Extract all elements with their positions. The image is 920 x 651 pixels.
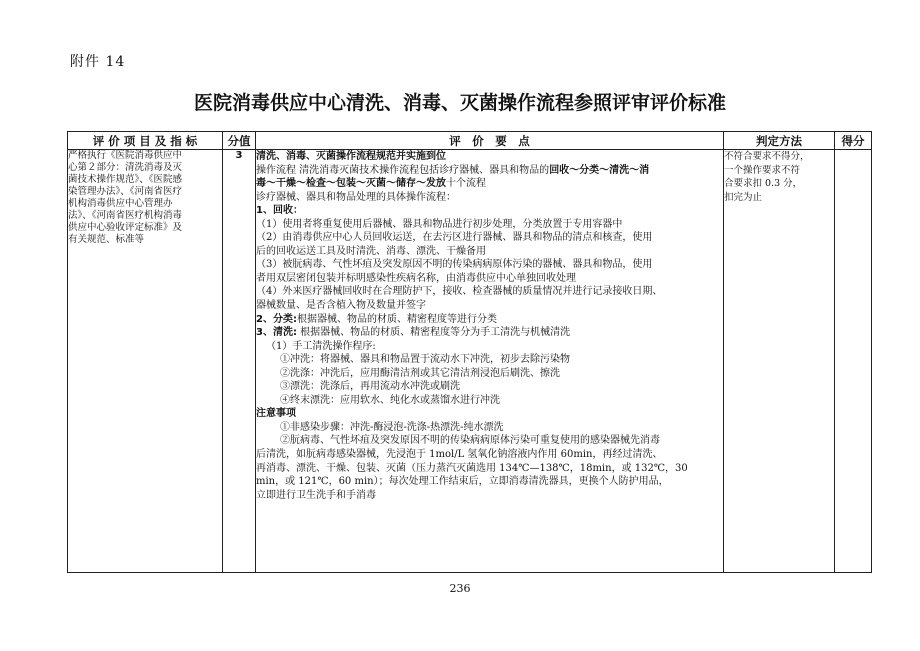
clean-text: 根据器械、物品的材质、精密程度等分为手工清洗与机械清洗 (296, 327, 571, 339)
result-cell (835, 150, 872, 573)
basis-line: 有关规范、标准等 (68, 234, 145, 245)
basis-line: 严格执行《医院消毒供应中 (68, 150, 183, 161)
basis-cell (68, 150, 223, 573)
sort-text: 根据器械、物品的材质、精密程度等进行分类 (296, 313, 497, 325)
method-cell (724, 150, 835, 573)
method-line: 合要求扣 0.3 分， (724, 178, 803, 189)
sort-line (256, 313, 723, 327)
clean-line (256, 326, 723, 340)
recycle-item: 器械数量、是否含植入物及数量并签字 (256, 300, 426, 312)
attachment-label: 附件 14 (70, 54, 126, 70)
header-score: 分值 (223, 132, 256, 150)
recycle-item: （2）由消毒供应中心人员回收运送，在去污区进行器械、器具和物品的清点和核查，使用 (256, 232, 653, 244)
recycle-item: 后的回收运送工具及时清洗、消毒、漂洗、干燥备用 (256, 245, 486, 257)
recycle-item: （3）被朊病毒、气性坏疽及突发原因不明的传染病病原体污染的器械、器具和物品，使用 (256, 259, 653, 271)
flow-line: 诊疗器械、器具和物品处理的具体操作流程： (256, 191, 456, 203)
manual-step: ②洗涤：冲洗后，应用酶清洁剂或其它清洁剂浸泡后刷洗、擦洗 (280, 367, 560, 379)
points-cell (256, 150, 724, 573)
basis-line: 心第２部分：清洗消毒及灭 (68, 162, 183, 173)
points-heading: 清洗、消毒、灭菌操作流程规范并实施到位 (256, 151, 446, 162)
note-item: min，或 121℃，60 min）；每次处理工作结束后，立即消毒清洗器具，更换个人防护用品， (256, 476, 669, 488)
notes-heading: 注意事项 (256, 408, 296, 420)
flow-steps-bold: 回收～分类～清洗～消 (549, 164, 650, 176)
flow-line-text: 操作流程 清洗消毒灭菌技术操作流程包括诊疗器械、器具和物品的 (256, 164, 550, 176)
basis-line: 染管理办法》、《河南省医疗 (68, 186, 183, 197)
recycle-heading: 1、回收： (256, 205, 303, 217)
note-item: 再消毒、漂洗、干燥、包装、灭菌（压力蒸汽灭菌选用 134℃—138℃，18min，或 132℃，30 (256, 462, 688, 474)
basis-line: 菌技术操作规范》、《医院感 (68, 174, 183, 185)
note-item: 立即进行卫生洗手和手消毒 (256, 489, 376, 501)
basis-line: 供应中心验收评定标准》及 (68, 222, 183, 233)
score-cell: 3 (223, 150, 256, 573)
basis-line: 法》、《河南省医疗机构消毒 (68, 210, 183, 221)
flow-line-text: 十个流程 (446, 178, 486, 190)
page-number: 236 (449, 582, 471, 595)
manual-step: ①冲洗：将器械、器具和物品置于流动水下冲洗，初步去除污染物 (280, 354, 570, 366)
header-method: 判定方法 (724, 132, 835, 150)
recycle-item: （4）外来医疗器械回收时在合理防护下，接收、检查器械的质量情况并进行记录接收日期、 (256, 286, 663, 298)
manual-step: ④终末漂洗：应用软水、纯化水或蒸馏水进行冲洗 (280, 394, 500, 406)
evaluation-table (67, 131, 872, 573)
method-line: 扣完为止 (724, 191, 763, 203)
manual-heading: （1）手工清洗操作程序: (266, 340, 376, 352)
table-row (68, 150, 872, 573)
flow-line (256, 177, 723, 191)
basis-line: 机构消毒供应中心管理办 (68, 198, 173, 209)
note-item: ②朊病毒、气性坏疽及突发原因不明的传染病病原体污染可重复使用的感染器械先消毒 (280, 435, 660, 447)
clean-label: 3、清洗: (256, 327, 297, 339)
document-title: 医院消毒供应中心清洗、消毒、灭菌操作流程参照评审评价标准 (193, 92, 726, 114)
note-item: ①非感染步骤：冲洗-酶浸泡-洗涤-热漂洗-纯水漂洗 (280, 421, 504, 433)
sort-label: 2、分类: (256, 313, 297, 325)
manual-step: ③漂洗：洗涤后，再用流动水冲洗或刷洗 (280, 381, 460, 393)
flow-line (256, 164, 723, 178)
note-item: 后清洗，如朊病毒感染器械，先浸泡于 1mol/L 氢氧化钠溶液内作用 60min，再经过清洗、 (256, 449, 663, 461)
method-line: 不符合要求不得分， (724, 151, 810, 162)
recycle-item: 者用双层密闭包装并标明感染性疾病名称，由消毒供应中心单独回收处理 (256, 272, 576, 284)
header-result: 得分 (835, 132, 872, 150)
recycle-item: （1）使用者将重复使用后器械、器具和物品进行初步处理，分类放置于专用容器中 (256, 218, 623, 230)
header-item: 评 价 项 目 及 指 标 (68, 132, 223, 150)
method-line: 一个操作要求不符 (724, 164, 801, 176)
table-header-row (68, 132, 872, 150)
header-points: 评 价 要 点 (256, 132, 724, 150)
flow-steps-bold: 毒～干燥～检查～包装～灭菌～储存～发放 (256, 178, 446, 190)
